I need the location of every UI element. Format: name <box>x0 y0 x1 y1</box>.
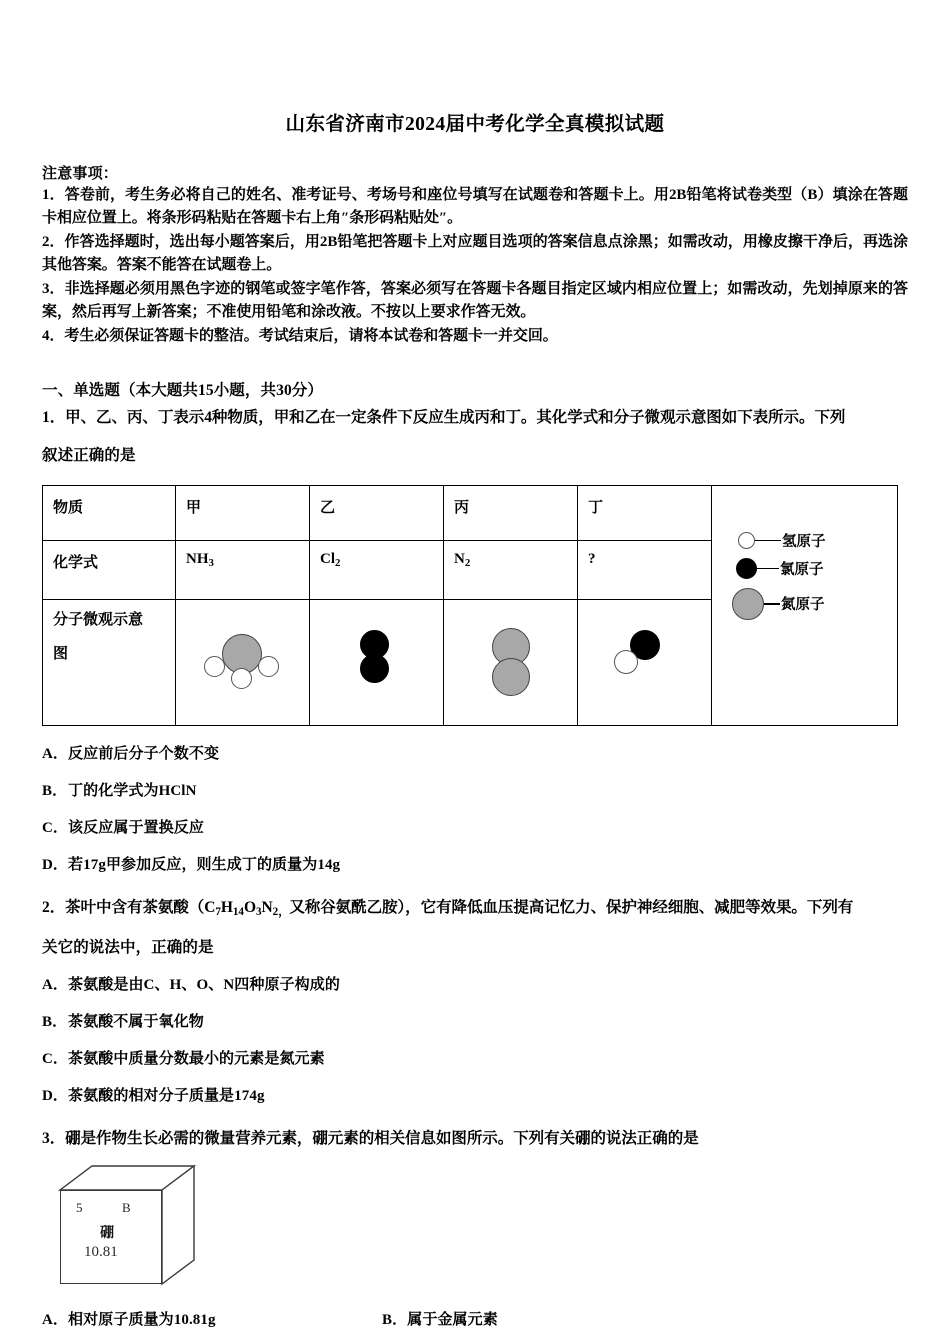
question-2-option-d <box>42 1084 908 1105</box>
option-text: 茶氨酸中质量分数最小的元素是氮元素 <box>68 1050 325 1067</box>
molecule-n2 <box>454 610 577 715</box>
formula-main: N <box>454 550 465 567</box>
question-3-option-b <box>382 1308 498 1329</box>
substance-yi: 乙 <box>310 485 444 540</box>
option-text: 相对原子质量为10.81g <box>68 1311 216 1328</box>
q2-sub-2: 14 <box>232 905 244 918</box>
legend-row-hydrogen <box>738 530 826 551</box>
legend-leader-line <box>764 603 780 605</box>
diagram-cl2 <box>310 599 444 725</box>
notice-item-1: 1．答卷前，考生务必将自己的姓名、准考证号、考场号和座位号填写在试题卷和答题卡上。用2B铅笔将试卷类型（B）填涂在答题卡相应位置上。将条形码粘贴在答题卡右上角″条形码粘贴处″。 <box>42 187 908 226</box>
row-header-substance: 物质 <box>43 485 176 540</box>
molecule-nh3 <box>186 610 309 715</box>
q2-stem-part-e: 又称谷氨酰乙胺），它有降低血压提高记忆力、保护神经细胞、减肥等效果。下列有 <box>289 898 854 916</box>
formula-sub: 3 <box>208 556 214 569</box>
hydrogen-atom-icon <box>231 668 252 689</box>
option-text: 若17g甲参加反应，则生成丁的质量为14g <box>68 856 341 873</box>
page-title: 山东省济南市2024届中考化学全真模拟试题 <box>285 114 665 135</box>
q2-stem-part-c: O <box>243 898 256 916</box>
notice-item-3: 3．非选择题必须用黑色字迹的钢笔或签字笔作答，答案必须写在答题卡各题目指定区域内相应位置上；如需改动，先划掉原来的答案，然后再写上新答案；不准使用铅笔和涂改液。不按以上要求作答无效。 <box>42 280 908 320</box>
formula-main: Cl <box>320 550 335 567</box>
question-1-option-d <box>42 853 908 874</box>
legend-row-nitrogen <box>732 588 825 620</box>
option-text: 该反应属于置换反应 <box>68 819 204 836</box>
question-1-stem: 1．甲、乙、丙、丁表示4种物质，甲和乙在一定条件下反应生成丙和丁。其化学式和分子微观示意图如下表所示。下列 <box>42 408 846 426</box>
chlorine-atom-icon <box>360 654 389 683</box>
question-1-stem-continued: 叙述正确的是 <box>42 446 136 464</box>
row-header-formula: 化学式 <box>43 540 176 599</box>
molecule-hcl <box>588 610 711 715</box>
legend-leader-line <box>755 540 781 542</box>
option-text: 属于金属元素 <box>407 1311 498 1328</box>
page-content <box>42 0 908 1329</box>
substance-bing: 丙 <box>444 485 578 540</box>
q2-stem-part-a: 2．茶叶中含有茶氨酸（C <box>42 898 216 916</box>
substance-jia: 甲 <box>176 485 310 540</box>
atom-legend <box>712 485 898 725</box>
boron-element-figure <box>60 1164 908 1292</box>
option-label: B． <box>42 1013 68 1030</box>
substance-ding: 丁 <box>578 485 712 540</box>
option-label: C． <box>42 1050 69 1067</box>
question-1-option-c <box>42 816 908 837</box>
formula-main: ? <box>588 550 596 567</box>
nitrogen-atom-icon <box>732 588 764 620</box>
formula-ding <box>578 540 712 599</box>
hydrogen-atom-icon <box>204 656 225 677</box>
option-label: C． <box>42 819 69 836</box>
option-text: 丁的化学式为HClN <box>68 782 197 799</box>
option-text: 茶氨酸的相对分子质量是174g <box>68 1087 265 1104</box>
question-3-option-a <box>42 1308 382 1329</box>
formula-bing <box>444 540 578 599</box>
atomic-mass: 10.81 <box>84 1243 118 1260</box>
molecule-cl2 <box>320 610 443 715</box>
nitrogen-atom-icon <box>492 658 530 696</box>
option-label: A． <box>42 976 69 993</box>
chlorine-atom-icon <box>736 558 757 579</box>
formula-sub: 2 <box>335 556 341 569</box>
q2-sub-3: 3 <box>255 905 262 918</box>
question-2-option-c <box>42 1047 908 1068</box>
question-2-option-b <box>42 1010 908 1031</box>
diagram-n2 <box>444 599 578 725</box>
hydrogen-atom-icon <box>614 650 638 674</box>
legend-row-chlorine <box>736 558 824 579</box>
question-3-options <box>42 1308 908 1329</box>
legend-label-hydrogen: 氢原子 <box>782 533 826 550</box>
row-header-diagram-line1: 分子微观示意 <box>53 611 144 628</box>
option-text: 反应前后分子个数不变 <box>68 745 220 762</box>
legend-leader-line <box>757 568 779 570</box>
option-label: B． <box>382 1311 408 1328</box>
formula-main: NH <box>186 550 209 567</box>
hydrogen-atom-icon <box>258 656 279 677</box>
formula-yi <box>310 540 444 599</box>
q2-sub-4: 2， <box>272 905 290 918</box>
option-text: 茶氨酸不属于氧化物 <box>68 1013 204 1030</box>
hydrogen-atom-icon <box>738 532 755 549</box>
question-1-option-b <box>42 779 908 800</box>
element-name: 硼 <box>100 1225 114 1241</box>
legend-label-nitrogen: 氮原子 <box>781 597 825 614</box>
table-row-substance <box>43 485 898 540</box>
atomic-number: 5 <box>76 1199 83 1215</box>
option-label: A． <box>42 1311 69 1328</box>
legend-label-chlorine: 氯原子 <box>780 561 824 578</box>
section-heading: 一、单选题（本大题共15小题，共30分） <box>42 381 324 399</box>
question-1-option-a <box>42 742 908 763</box>
option-label: B． <box>42 782 68 799</box>
option-label: D． <box>42 856 69 873</box>
element-cube <box>60 1164 210 1286</box>
formula-sub: 2 <box>464 556 471 569</box>
notice-heading: 注意事项： <box>42 166 119 182</box>
question-3-stem: 3．硼是作物生长必需的微量营养元素，硼元素的相关信息如图所示。下列有关硼的说法正确的是 <box>42 1129 699 1147</box>
notice-item-2: 2．作答选择题时，选出每小题答案后，用2B铅笔把答题卡上对应题目选项的答案信息点涂黑；如需改动，用橡皮擦干净后，再选涂其他答案。答案不能答在试题卷上。 <box>42 233 908 273</box>
question-2-option-a <box>42 973 908 994</box>
element-symbol: B <box>122 1199 131 1215</box>
q2-stem-part-b: H <box>220 898 233 916</box>
row-header-diagram <box>43 599 176 725</box>
q2-stem-part-d: N <box>261 898 273 916</box>
diagram-nh3 <box>176 599 310 725</box>
substance-table <box>42 485 898 726</box>
option-text: 茶氨酸是由C、H、O、N四种原子构成的 <box>68 976 340 993</box>
row-header-diagram-line2: 图 <box>53 645 69 662</box>
q2-sub-1: 7 <box>215 905 221 918</box>
notice-item-4: 4．考生必须保证答题卡的整洁。考试结束后，请将本试卷和答题卡一并交回。 <box>42 327 558 344</box>
option-label: D． <box>42 1087 69 1104</box>
question-2-stem-continued: 关它的说法中，正确的是 <box>42 938 214 956</box>
formula-jia <box>176 540 310 599</box>
diagram-hcl <box>578 599 712 725</box>
question-2-stem <box>42 896 908 921</box>
option-label: A． <box>42 745 69 762</box>
